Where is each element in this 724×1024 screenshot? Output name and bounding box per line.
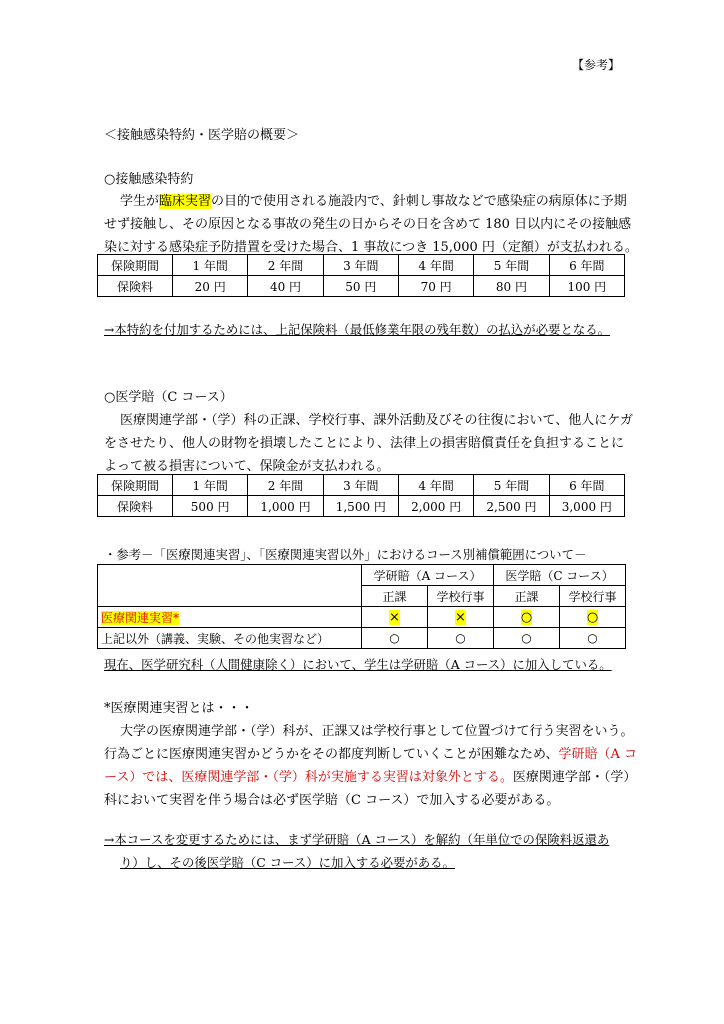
sec3-title: ・参考－「医療関連実習」、「医療関連実習以外」におけるコース別補償範囲について－ (104, 547, 587, 562)
course-c-header: 医学賠（C コース） (494, 565, 626, 586)
table-cell: × (428, 607, 494, 628)
sec1-note: →本特約を付加するためには、上記保険料（最低修業年限の残年数）の払込が必要となる。 (104, 322, 611, 337)
table-cell: ○ (560, 628, 626, 649)
row-label-medical: 医療関連実習* (98, 607, 362, 628)
sec4-line4: 科において実習を伴う場合は必ず医学賠（C コース）で加入する必要がある。 (104, 793, 560, 808)
sec1-premium-table (97, 254, 625, 297)
sec4-line2: 行為ごとに医療関連実習かどうかをその都度判断していくことが困難なため、学研賠（A コ (104, 747, 638, 762)
table-cell: 6 年間 (549, 255, 624, 276)
sec1-paragraph-line1: 学生が臨床実習の目的で使用される施設内で、針刺し事故などで感染症の病原体に予期 (120, 194, 627, 209)
table-cell: 4 年間 (398, 475, 473, 496)
table-cell: 40 円 (248, 276, 323, 297)
sec2-paragraph-line3: よって被る損害について、保険金が支払われる。 (104, 459, 390, 474)
sec1-paragraph-line2: せず接触し、その原因となる事故の発生の日からその日を含めて 180 日以内にその接触感 (104, 217, 632, 232)
table-cell: 3,000 円 (549, 496, 624, 517)
table-cell: 2,000 円 (398, 496, 473, 517)
table-row (98, 475, 625, 496)
table-cell: 1 年間 (173, 255, 248, 276)
table-cell: 2 年間 (248, 255, 323, 276)
table-cell: 1,500 円 (323, 496, 398, 517)
table-cell: 学校行事 (428, 586, 494, 607)
table-cell: 70 円 (398, 276, 473, 297)
table-cell: 80 円 (474, 276, 549, 297)
table-row (98, 628, 626, 649)
sec3-note: 現在、医学研究科（人間健康除く）において、学生は学研賠（A コース）に加入している。 (104, 657, 612, 672)
sec2-paragraph-line1: 医療関連学部・（学）科の正課、学校行事、課外活動及びその往復において、他人にケガ (120, 413, 633, 428)
table-cell: × (362, 607, 428, 628)
sec1-paragraph-line3: 染に対する感染症予防措置を受けた場合、1 事故につき 15,000 円（定額）が支払われる。 (104, 240, 638, 255)
sec4-heading: *医療関連実習とは・・・ (104, 701, 254, 716)
sec4-note-line2: り）し、その後医学賠（C コース）に加入する必要がある。 (120, 855, 455, 870)
table-cell: ○ (560, 607, 626, 628)
table-cell: 20 円 (173, 276, 248, 297)
table-cell: 500 円 (173, 496, 248, 517)
table-row (98, 565, 626, 586)
sec4-line1: 大学の医療関連学部・（学）科が、正課又は学校行事として位置づけて行う実習をいう。 (120, 724, 634, 739)
reference-tag: 【参考】 (572, 58, 621, 72)
table-cell: 学校行事 (560, 586, 626, 607)
sec4-note-line1: →本コースを変更するためには、まず学研賠（A コース）を解約（年単位での保険料返還あ (104, 832, 610, 847)
table-cell: 保険料 (98, 496, 173, 517)
table-cell: 50 円 (323, 276, 398, 297)
table-cell: 4 年間 (398, 255, 473, 276)
table-cell: 保険料 (98, 276, 173, 297)
table-cell: ○ (428, 628, 494, 649)
table-cell: 保険期間 (98, 475, 173, 496)
table-cell: 1 年間 (173, 475, 248, 496)
sec2-heading: ○医学賠（C コース） (104, 390, 233, 405)
table-row (98, 255, 625, 276)
coverage-table (97, 564, 626, 649)
table-cell: ○ (494, 628, 560, 649)
table-cell: 正課 (362, 586, 428, 607)
course-a-header: 学研賠（A コース） (362, 565, 494, 586)
clinical-practice-highlight: 臨床実習 (159, 194, 212, 209)
sec1-heading: ○接触感染特約 (104, 172, 194, 187)
table-cell: ○ (494, 607, 560, 628)
table-row (98, 496, 625, 517)
table-cell: 5 年間 (474, 255, 549, 276)
table-cell: 6 年間 (549, 475, 624, 496)
table-cell: 2,500 円 (474, 496, 549, 517)
table-row (98, 607, 626, 628)
row-label-other: 上記以外（講義、実験、その他実習など） (98, 628, 362, 649)
table-cell: 正課 (494, 586, 560, 607)
table-cell: 3 年間 (323, 255, 398, 276)
table-cell-empty (98, 565, 362, 607)
sec4-line3: ース）では、医療関連学部・（学）科が実施する実習は対象外とする。医療関連学部・（学） (104, 770, 637, 785)
table-row (98, 276, 625, 297)
table-cell: ○ (362, 628, 428, 649)
overview-title: ＜接触感染特約・医学賠の概要＞ (104, 128, 300, 143)
table-cell: 2 年間 (248, 475, 323, 496)
sec2-premium-table (97, 474, 625, 517)
sec2-paragraph-line2: をさせたり、他人の財物を損壊したことにより、法律上の損害賠償責任を負担することに (104, 436, 625, 451)
table-cell: 1,000 円 (248, 496, 323, 517)
table-cell: 3 年間 (323, 475, 398, 496)
table-cell: 100 円 (549, 276, 624, 297)
table-cell: 保険期間 (98, 255, 173, 276)
table-cell: 5 年間 (474, 475, 549, 496)
